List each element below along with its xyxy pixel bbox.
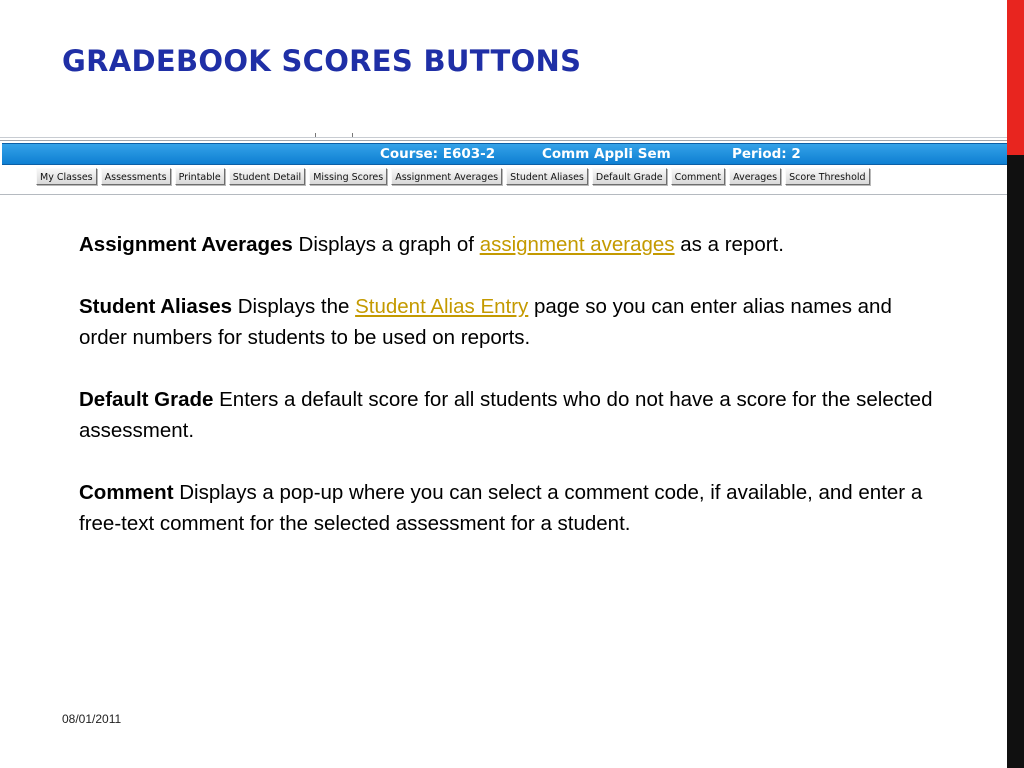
- student-aliases-button[interactable]: Student Aliases: [506, 168, 588, 185]
- student-detail-button[interactable]: Student Detail: [229, 168, 305, 185]
- description-comment: [79, 477, 939, 539]
- description-text: Displays a graph of: [292, 233, 480, 256]
- description-text: Displays a pop-up where you can select a comment code, if available, and enter a free-text comment for the selected assessment for a student.: [79, 481, 923, 535]
- comment-button[interactable]: Comment: [671, 168, 726, 185]
- screenshot-tick-mark: [352, 133, 353, 137]
- course-period: Period: 2: [732, 146, 801, 162]
- screenshot-tick-mark: [315, 133, 316, 137]
- button-descriptions: [79, 229, 939, 570]
- missing-scores-button[interactable]: Missing Scores: [309, 168, 387, 185]
- screenshot-divider: [0, 137, 1007, 138]
- description-term: Default Grade: [79, 388, 214, 411]
- assignment-averages-button[interactable]: Assignment Averages: [391, 168, 502, 185]
- description-text: page so you can enter alias names and order numbers for students to be used on reports.: [79, 295, 892, 349]
- default-grade-button[interactable]: Default Grade: [592, 168, 667, 185]
- description-text: as a report.: [674, 233, 784, 256]
- averages-button[interactable]: Averages: [729, 168, 781, 185]
- description-text: Displays the: [232, 295, 356, 318]
- screenshot-divider: [0, 194, 1007, 195]
- course-info-bar: [2, 143, 1007, 165]
- description-default-grade: [79, 384, 939, 446]
- assignment-averages-link[interactable]: assignment averages: [479, 233, 675, 256]
- description-term: Student Aliases: [79, 295, 233, 318]
- description-term: Assignment Averages: [79, 233, 293, 256]
- description-assignment-averages: [79, 229, 939, 260]
- description-student-aliases: [79, 291, 939, 353]
- accent-stripe-black: [1007, 155, 1024, 768]
- description-text: Enters a default score for all students who do not have a score for the selected assessment.: [79, 388, 933, 442]
- assessments-button[interactable]: Assessments: [101, 168, 171, 185]
- score-threshold-button[interactable]: Score Threshold: [785, 168, 869, 185]
- slide-title: GRADEBOOK SCORES BUTTONS: [62, 44, 582, 78]
- printable-button[interactable]: Printable: [175, 168, 225, 185]
- screenshot-divider: [0, 140, 1007, 141]
- slide-date: 08/01/2011: [62, 712, 122, 726]
- description-term: Comment: [79, 481, 174, 504]
- my-classes-button[interactable]: My Classes: [36, 168, 97, 185]
- gradebook-screenshot: [0, 131, 1007, 199]
- gradebook-button-row: [36, 168, 870, 188]
- course-name: Comm Appli Sem: [542, 146, 671, 162]
- accent-stripe-red: [1007, 0, 1024, 155]
- student-alias-entry-link[interactable]: Student Alias Entry: [355, 295, 529, 318]
- course-code: Course: E603-2: [380, 146, 496, 162]
